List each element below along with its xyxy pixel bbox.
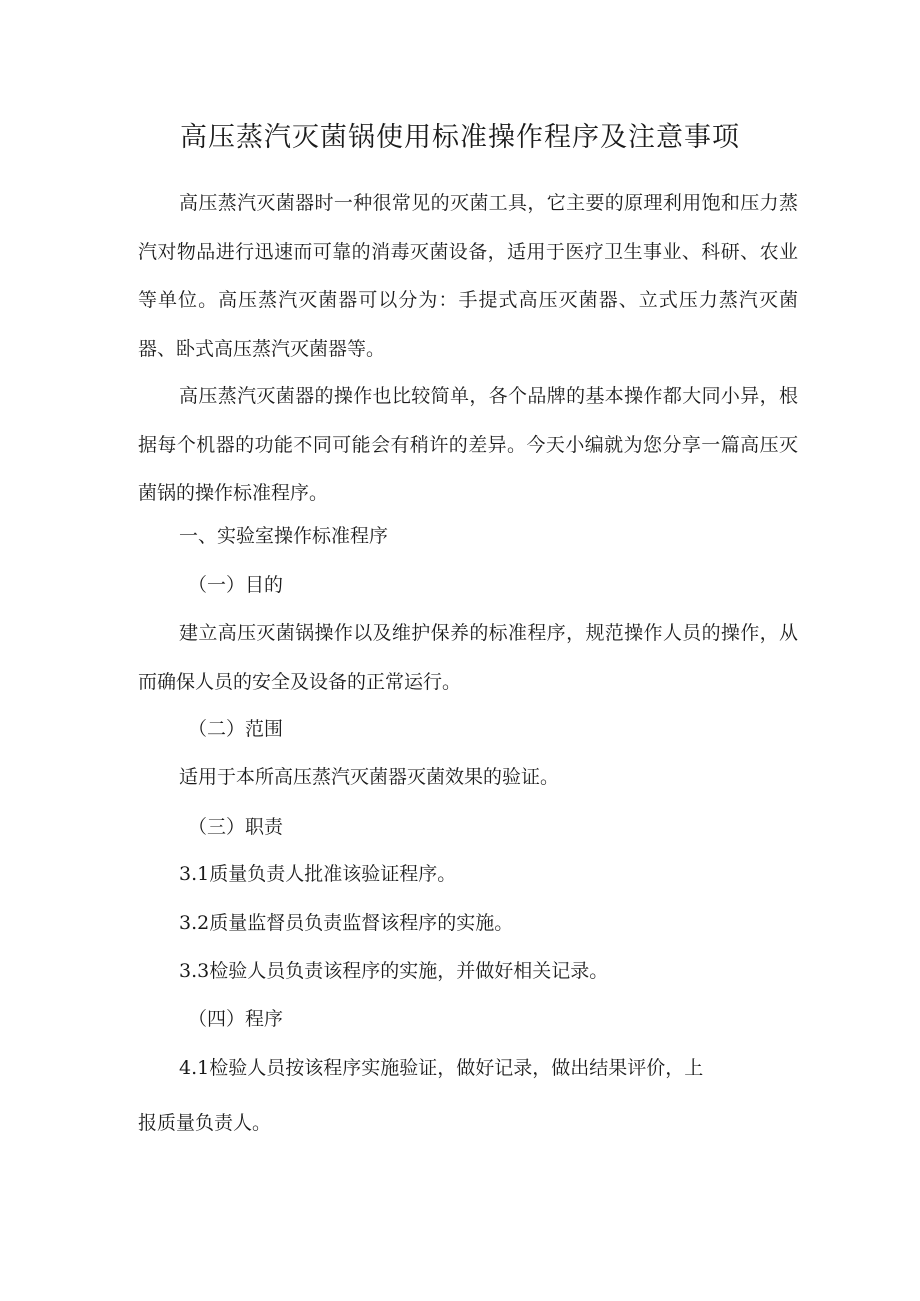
procedure-item-4-1-continuation: 报质量负责人。 [138, 1112, 272, 1134]
purpose-paragraph: 建立高压灭菌锅操作以及维护保养的标准程序，规范操作人员的操作，从而确保人员的安全及设备的正常运行。 [138, 622, 798, 693]
subsection-heading-procedure: （四）程序 [188, 1008, 284, 1030]
scope-paragraph: 适用于本所高压蒸汽灭菌器灭菌效果的验证。 [179, 766, 560, 788]
responsibility-item-3-2: 3.2质量监督员负责监督该程序的实施。 [179, 912, 514, 934]
intro-paragraph-2: 高压蒸汽灭菌器的操作也比较简单，各个品牌的基本操作都大同小异，根据每个机器的功能不同可能会有稍许的差异。今天小编就为您分享一篇高压灭菌锅的操作标准程序。 [138, 385, 798, 504]
subsection-heading-scope: （二）范围 [188, 718, 284, 740]
subsection-heading-responsibility: （三）职责 [188, 816, 284, 838]
responsibility-item-3-3: 3.3检验人员负责该程序的实施，并做好相关记录。 [179, 960, 609, 982]
responsibility-item-3-1: 3.1质量负责人批准该验证程序。 [179, 863, 457, 885]
subsection-heading-purpose: （一）目的 [188, 574, 284, 596]
procedure-item-4-1: 4.1检验人员按该程序实施验证，做好记录，做出结果评价，上 [179, 1057, 704, 1079]
section-heading: 一、实验室操作标准程序 [179, 525, 389, 547]
intro-paragraph-1: 高压蒸汽灭菌器时一种很常见的灭菌工具，它主要的原理利用饱和压力蒸汽对物品进行迅速而可靠的消毒灭菌设备，适用于医疗卫生事业、科研、农业等单位。高压蒸汽灭菌器可以分为：手提式高压灭菌器、立式压力蒸汽灭菌器、卧式高压蒸汽灭菌器等。 [138, 192, 798, 360]
document-title: 高压蒸汽灭菌锅使用标准操作程序及注意事项 [180, 122, 740, 153]
